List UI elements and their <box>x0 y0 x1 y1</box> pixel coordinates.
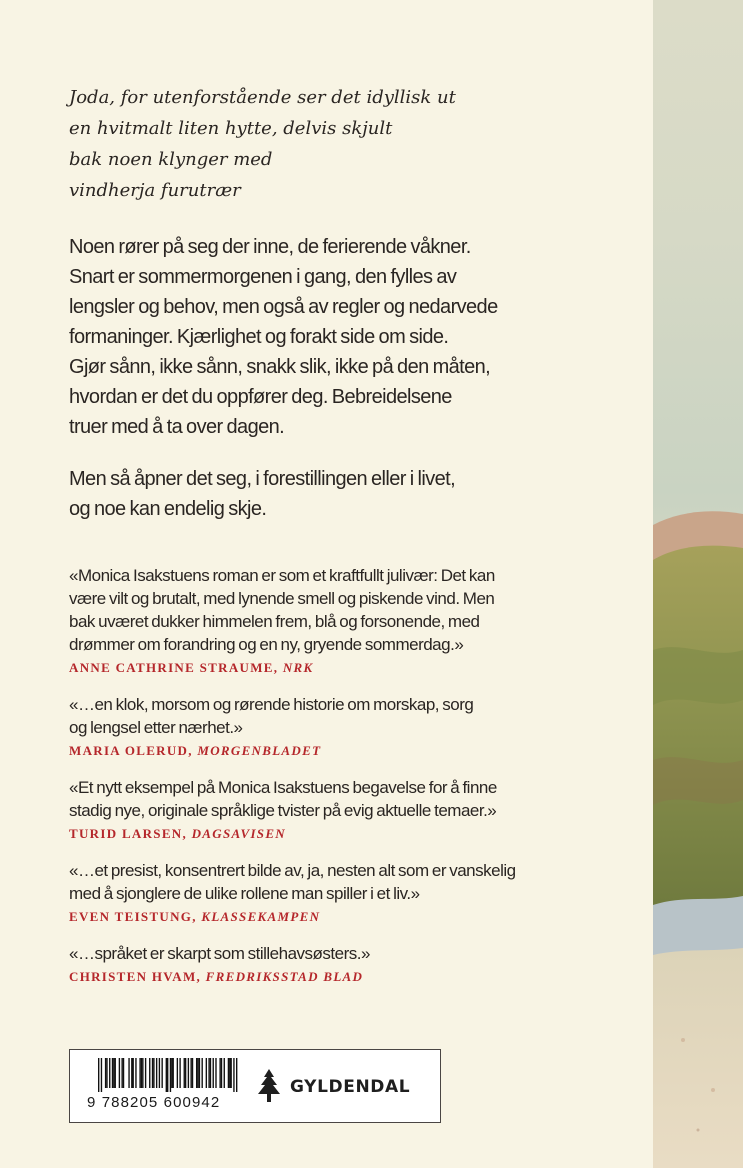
review-outlet: DAGSAVISEN <box>191 826 286 841</box>
barcode-bar <box>208 1058 209 1088</box>
intro-line: bak noen klynger med <box>69 149 273 170</box>
barcode-bar <box>166 1058 167 1092</box>
barcode-bar <box>153 1058 154 1088</box>
reviewer-name: TURID LARSEN, <box>69 826 188 841</box>
review-byline <box>69 968 649 986</box>
barcode-bar <box>202 1058 203 1088</box>
barcode-bar <box>133 1058 134 1088</box>
review-nrk <box>69 564 649 677</box>
barcode-bar <box>233 1058 234 1092</box>
quote-line: drømmer om forandring og en ny, gryende sommerdag.» <box>69 635 464 654</box>
barcode-bar <box>149 1058 150 1088</box>
review-outlet: MORGENBLADET <box>197 743 322 758</box>
barcode-bar <box>112 1058 113 1088</box>
barcode-bar <box>156 1058 157 1088</box>
barcode-bar <box>213 1058 214 1088</box>
barcode-bar <box>185 1058 186 1088</box>
quote-line: og lengsel etter nærhet.» <box>69 718 243 737</box>
barcode-bar <box>113 1058 114 1088</box>
barcode-bar <box>179 1058 180 1088</box>
quote-line: «…språket er skarpt som stillehavsøsters.» <box>69 944 370 963</box>
review-byline <box>69 742 649 760</box>
barcode-bar <box>221 1058 222 1088</box>
barcode-bar <box>199 1058 200 1088</box>
barcode-bar <box>188 1058 189 1088</box>
blurb-line: hvordan er det du oppfører deg. Bebreidelsene <box>69 386 452 408</box>
blurb-line: Men så åpner det seg, i forestillingen eller i livet, <box>69 468 456 490</box>
barcode-bar <box>101 1058 102 1092</box>
barcode-bar <box>167 1058 168 1092</box>
landscape-illustration <box>653 0 743 1168</box>
barcode-bar <box>229 1058 230 1088</box>
barcode-bar <box>197 1058 198 1088</box>
publisher-name: GYLDENDAL <box>290 1077 411 1097</box>
quote-line: bak uværet dukker himmelen frem, blå og forsonende, med <box>69 612 480 631</box>
barcode-bar <box>135 1058 136 1088</box>
barcode-bar <box>190 1058 191 1088</box>
review-quote <box>69 564 649 656</box>
barcode-bar <box>115 1058 116 1088</box>
review-fredriksstad-blad <box>69 942 649 986</box>
blurb-line: og noe kan endelig skje. <box>69 498 267 520</box>
barcode-bar <box>170 1058 171 1092</box>
reviewer-name: EVEN TEISTUNG, <box>69 909 197 924</box>
barcode-bar <box>121 1058 122 1088</box>
quote-line: «…en klok, morsom og rørende historie om morskap, sorg <box>69 695 474 714</box>
barcode-bar <box>177 1058 178 1088</box>
barcode-bar <box>142 1058 143 1088</box>
quote-line: «…et presist, konsentrert bilde av, ja, nesten alt som er vanskelig <box>69 861 516 880</box>
cover-artwork-strip <box>653 0 743 1168</box>
barcode-bar <box>105 1058 106 1088</box>
blurb-line: Noen rører på seg der inne, de ferierende våkner. <box>69 236 471 258</box>
quote-line: stadig nye, originale språklige tvister på evig aktuelle temaer.» <box>69 801 497 820</box>
quote-line: med å sjonglere de ulike rollene man spiller i et liv.» <box>69 884 420 903</box>
publisher-logo <box>254 1067 434 1107</box>
quote-line: være vilt og brutalt, med lynende smell og piskende vind. Men <box>69 589 495 608</box>
barcode-bar <box>230 1058 231 1088</box>
quote-line: «Monica Isakstuens roman er som et kraftfullt julivær: Det kan <box>69 566 495 585</box>
barcode-bar <box>196 1058 197 1088</box>
barcode-bar <box>123 1058 124 1088</box>
barcode-bar <box>159 1058 160 1088</box>
reviewer-name: MARIA OLERUD, <box>69 743 193 758</box>
barcode-bar <box>210 1058 211 1088</box>
barcode-bar <box>228 1058 229 1088</box>
barcode-bar <box>145 1058 146 1088</box>
review-outlet: KLASSEKAMPEN <box>201 909 321 924</box>
review-outlet: FREDRIKSSTAD BLAD <box>205 969 364 984</box>
barcode-bar <box>139 1058 140 1088</box>
review-quotes <box>69 564 649 1002</box>
isbn-number: 9 788205 600942 <box>87 1094 221 1111</box>
review-dagsavisen <box>69 776 649 843</box>
blurb-paragraph-2 <box>69 464 649 524</box>
barcode-bar <box>206 1058 207 1088</box>
barcode-bar <box>119 1058 120 1088</box>
isbn-barcode <box>98 1058 238 1092</box>
barcode-bar <box>161 1058 162 1088</box>
barcode-bar <box>152 1058 153 1088</box>
barcode-bar <box>224 1058 225 1088</box>
intro-excerpt <box>69 82 629 206</box>
barcode-bar <box>98 1058 99 1092</box>
blurb-line: Gjør sånn, ikke sånn, snakk slik, ikke på den måten, <box>69 356 491 378</box>
blurb-line: Snart er sommermorgenen i gang, den fylles av <box>69 266 457 288</box>
review-quote <box>69 859 649 905</box>
reviewer-name: CHRISTEN HVAM, <box>69 969 202 984</box>
barcode-bar <box>192 1058 193 1088</box>
barcode-bar <box>215 1058 216 1088</box>
reviewer-name: ANNE CATHRINE STRAUME, <box>69 660 279 675</box>
review-outlet: NRK <box>282 660 314 675</box>
barcode-bar <box>171 1058 172 1088</box>
barcode-bar <box>236 1058 237 1092</box>
blurb-line: formaninger. Kjærlighet og forakt side om side. <box>69 326 449 348</box>
intro-line: en hvitmalt liten hytte, delvis skjult <box>69 118 393 139</box>
barcode-bar <box>184 1058 185 1088</box>
review-quote <box>69 942 649 965</box>
intro-line: vindherja furutrær <box>69 180 241 201</box>
review-byline <box>69 825 649 843</box>
barcode-bar <box>219 1058 220 1088</box>
barcode-bar <box>141 1058 142 1088</box>
barcode-bar <box>106 1058 107 1088</box>
barcode-panel <box>69 1049 441 1123</box>
review-quote <box>69 776 649 822</box>
barcode-bar <box>128 1058 129 1088</box>
barcode-bar <box>109 1058 110 1088</box>
barcode-bar <box>131 1058 132 1088</box>
blurb-line: truer med å ta over dagen. <box>69 416 285 438</box>
review-klassekampen <box>69 859 649 926</box>
review-morgenbladet <box>69 693 649 760</box>
intro-line: Joda, for utenforstående ser det idyllisk ut <box>69 87 456 108</box>
blurb-line: lengsler og behov, men også av regler og nedarvede <box>69 296 498 318</box>
quote-line: «Et nytt eksempel på Monica Isakstuens begavelse for å finne <box>69 778 497 797</box>
blurb-paragraph-1 <box>69 232 649 442</box>
barcode-bar <box>173 1058 174 1088</box>
review-byline <box>69 908 649 926</box>
review-byline <box>69 659 649 677</box>
pine-tree-icon <box>254 1067 284 1107</box>
review-quote <box>69 693 649 739</box>
